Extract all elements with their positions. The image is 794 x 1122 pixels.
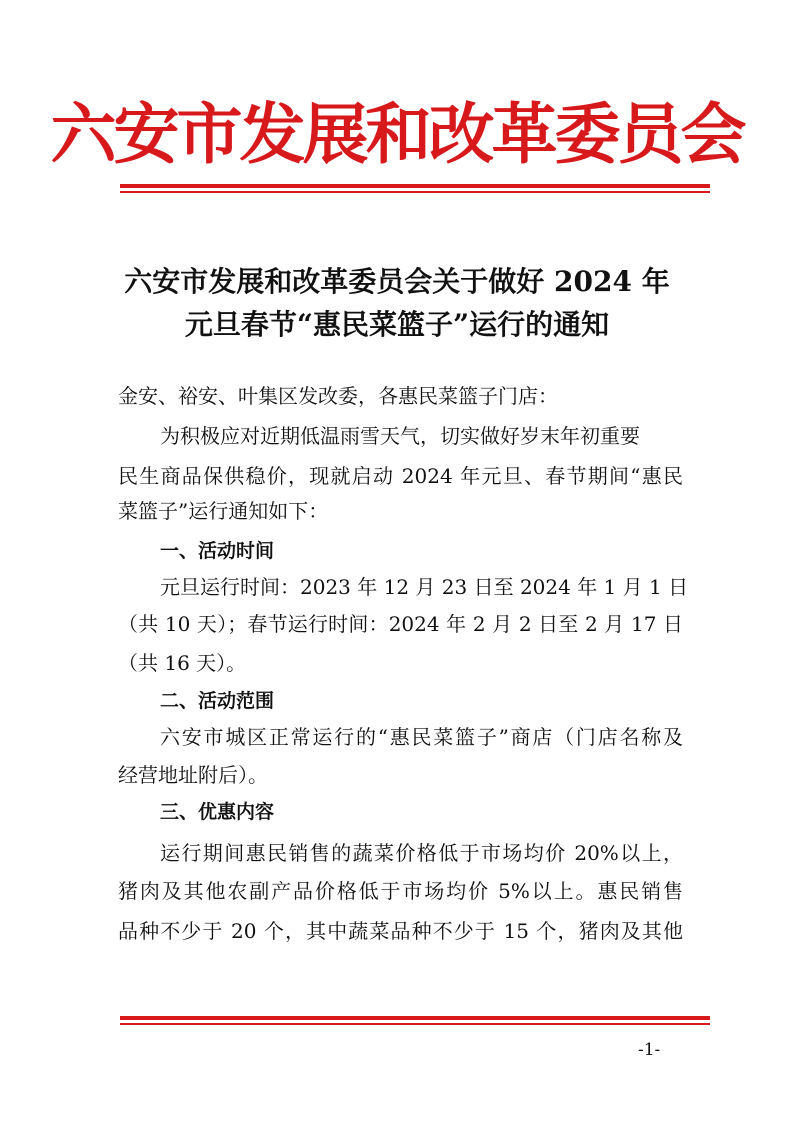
section-3-heading: 三、优惠内容 [160,801,275,823]
masthead-org-name: 六安市发展和改革委员会 [50,95,744,173]
section-3-line-2: 猪肉及其他农副产品价格低于市场均价 5%以上。惠民销售 [118,879,683,903]
section-3-line-3: 品种不少于 20 个，其中蔬菜品种不少于 15 个，猪肉及其他 [118,919,683,943]
intro-line-1: 为积极应对近期低温雨雪天气，切实做好岁末年初重要 [160,424,640,448]
addressee-line: 金安、裕安、叶集区发改委，各惠民菜篮子门店： [118,384,558,408]
section-1-line-1: 元旦运行时间：2023 年 12 月 23 日至 2024 年 1 月 1 日 [160,575,689,599]
section-1-heading: 一、活动时间 [160,540,275,562]
footer-red-rule-thick [120,1016,710,1020]
footer-red-rule-thin [120,1023,710,1025]
section-2-heading: 二、活动范围 [160,690,275,712]
section-1-line-3: （共 16 天）。 [118,651,247,675]
intro-line-3: 菜篮子”运行通知如下： [118,499,329,523]
document-title-line-2: 元旦春节“惠民菜篮子”运行的通知 [184,308,610,341]
document-title-line-1: 六安市发展和改革委员会关于做好 2024 年 [124,265,670,298]
section-3-line-1: 运行期间惠民销售的蔬菜价格低于市场均价 20%以上， [160,841,683,865]
masthead-red-rule-thin [120,191,710,193]
masthead-red-rule-thick [120,184,710,188]
page-number: -1- [638,1040,661,1060]
section-1-line-2: （共 10 天）；春节运行时间：2024 年 2 月 2 日至 2 月 17 日 [118,612,683,636]
section-2-line-2: 经营地址附后）。 [118,763,268,787]
intro-line-2: 民生商品保供稳价，现就启动 2024 年元旦、春节期间“惠民 [118,464,683,488]
section-2-line-1: 六安市城区正常运行的“惠民菜篮子”商店（门店名称及 [160,725,683,749]
